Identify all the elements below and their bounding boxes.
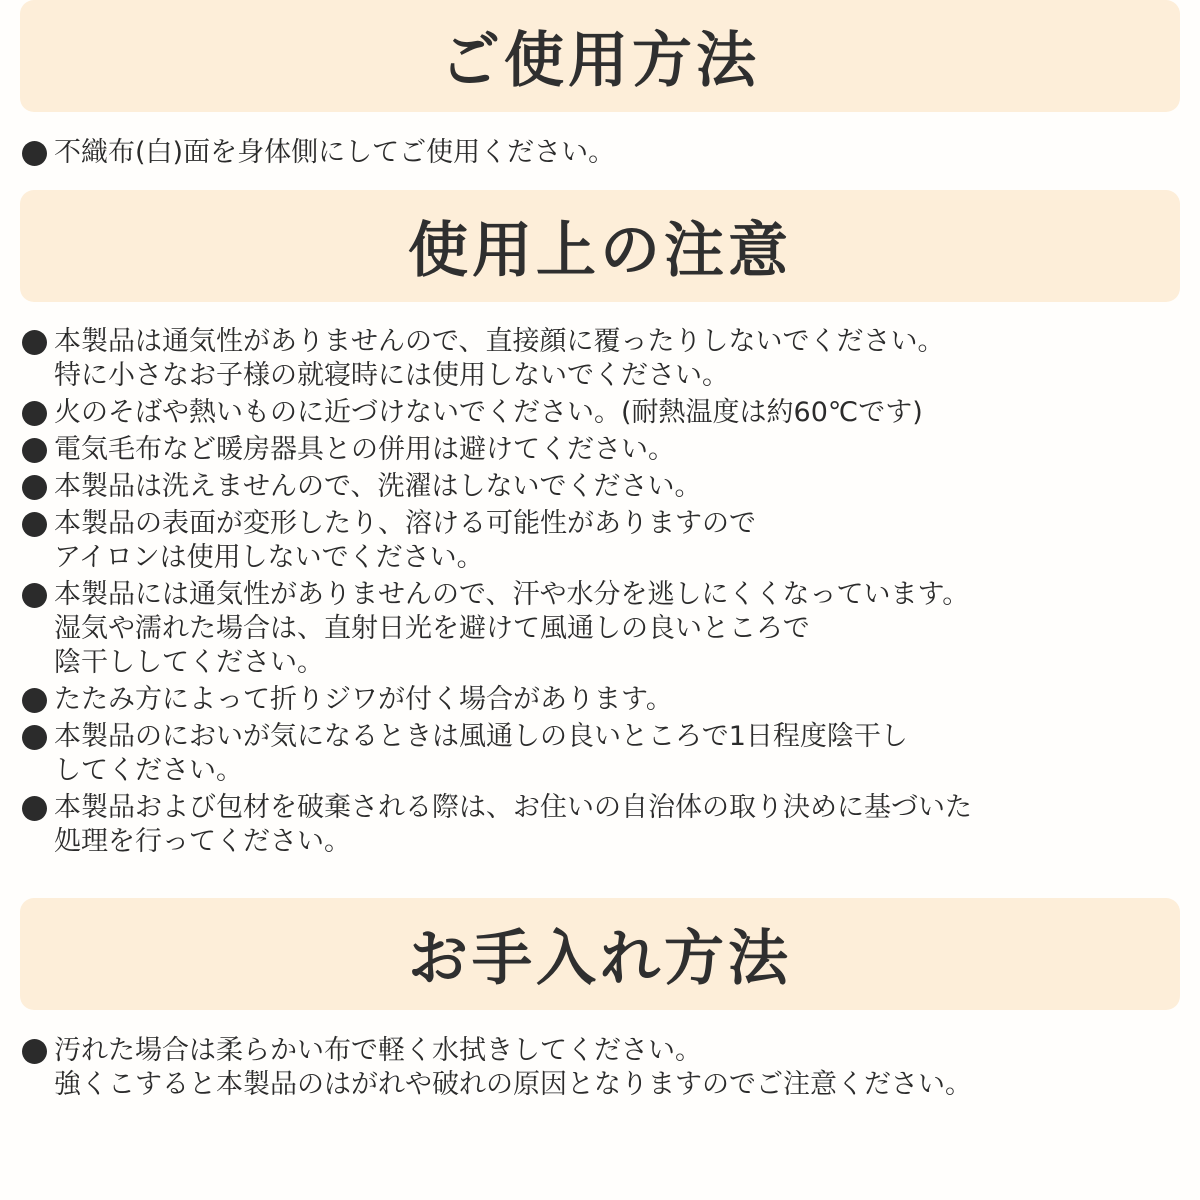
note-item [22, 683, 972, 717]
note-text-line: 特に小さなお子様の就寝時には使用しないでください。 [54, 360, 729, 391]
note-text-line: 汚れた場合は柔らかい布で軽く水拭きしてください。 [54, 1035, 702, 1066]
note-item [22, 720, 972, 788]
bullet-icon [22, 401, 47, 426]
note-item [22, 578, 972, 680]
bullet-icon [22, 725, 47, 750]
note-item [22, 396, 972, 430]
note-text-line: 処理を行ってください。 [54, 826, 351, 857]
note-text-line: アイロンは使用しないでください。 [54, 542, 484, 573]
section-title-care: お手入れ方法 [408, 924, 792, 994]
note-text-line: 不織布(白)面を身体側にしてご使用ください。 [54, 137, 616, 168]
bullet-icon [22, 330, 47, 355]
bullet-icon [22, 438, 47, 463]
note-item [22, 136, 615, 170]
note-text-line: 本製品は通気性がありませんので、直接顔に覆ったりしないでください。 [54, 326, 945, 357]
note-text-line: たたみ方によって折りジワが付く場合があります。 [54, 684, 673, 715]
bullet-icon [22, 688, 47, 713]
bullet-icon [22, 796, 47, 821]
bullet-icon [22, 475, 47, 500]
section-title-usage: ご使用方法 [440, 26, 760, 96]
usage-notes-list [22, 136, 615, 170]
section-banner-care [20, 898, 1180, 1010]
care-notes-list [22, 1034, 972, 1102]
section-title-caution: 使用上の注意 [408, 216, 792, 286]
note-text-line: 本製品の表面が変形したり、溶ける可能性がありますので [54, 508, 756, 539]
bullet-icon [22, 512, 47, 537]
note-text-line: 本製品には通気性がありませんので、汗や水分を逃しにくくなっています。 [54, 579, 970, 610]
note-text-line: 本製品のにおいが気になるときは風通しの良いところで1日程度陰干し [54, 721, 908, 752]
note-text-line: 湿気や濡れた場合は、直射日光を避けて風通しの良いところで [54, 613, 810, 644]
bullet-icon [22, 583, 47, 608]
bullet-icon [22, 1039, 47, 1064]
caution-notes-list [22, 325, 972, 859]
note-item [22, 470, 972, 504]
note-item [22, 433, 972, 467]
note-item [22, 791, 972, 859]
note-text-line: 本製品は洗えませんので、洗濯はしないでください。 [54, 471, 702, 502]
note-text-line: 電気毛布など暖房器具との併用は避けてください。 [54, 434, 675, 465]
note-text-line: してください。 [54, 755, 243, 786]
note-item [22, 1034, 972, 1102]
bullet-icon [22, 141, 47, 166]
note-text-line: 陰干ししてください。 [54, 647, 324, 678]
section-banner-usage [20, 0, 1180, 112]
note-item [22, 507, 972, 575]
note-text-line: 強くこすると本製品のはがれや破れの原因となりますのでご注意ください。 [54, 1069, 972, 1100]
note-text-line: 本製品および包材を破棄される際は、お住いの自治体の取り決めに基づいた [54, 792, 972, 823]
note-text-line: 火のそばや熱いものに近づけないでください。(耐熱温度は約60℃です) [54, 397, 923, 428]
section-banner-caution [20, 190, 1180, 302]
note-item [22, 325, 972, 393]
